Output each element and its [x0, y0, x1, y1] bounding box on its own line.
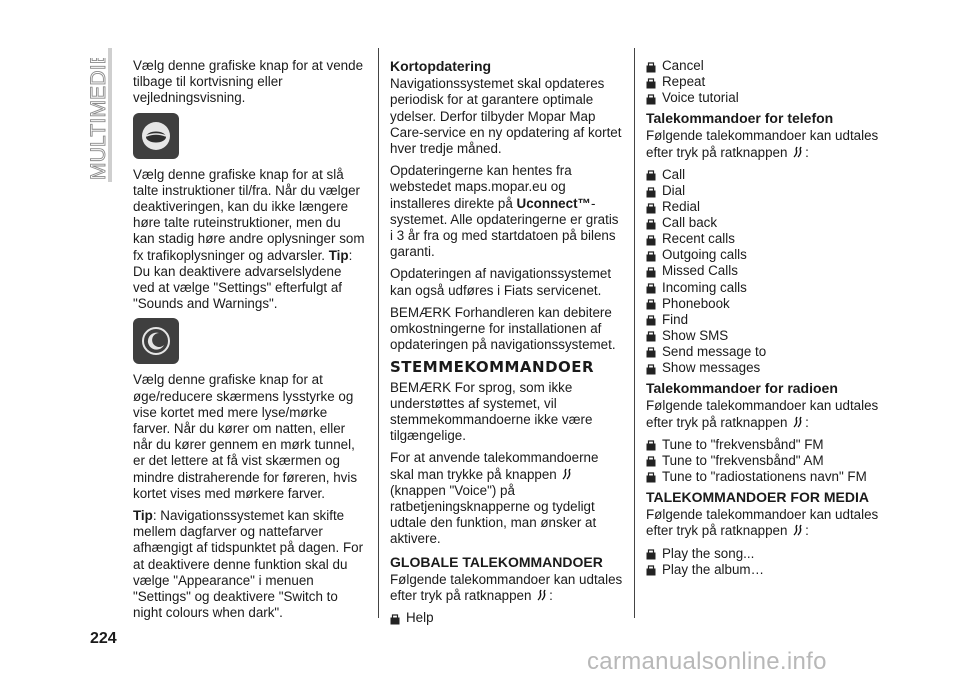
- paragraph-globale: Følgende talekommandoer kan udtales efter tryk på ratknappen :: [390, 571, 623, 604]
- checkbox-icon: [646, 471, 656, 482]
- command-item: [646, 328, 886, 344]
- checkbox-icon: [646, 548, 656, 559]
- command-item: [646, 546, 886, 562]
- command-label: Voice tutorial: [662, 90, 739, 106]
- checkbox-icon: [646, 314, 656, 325]
- voice-button-icon: [791, 523, 805, 537]
- column-right: [646, 58, 886, 578]
- paragraph-voice-instructions: [133, 167, 365, 313]
- command-list-radio: [646, 437, 886, 485]
- checkbox-icon: [646, 346, 656, 357]
- checkbox-icon: [390, 613, 400, 624]
- voice-button-icon: [560, 467, 574, 481]
- checkbox-icon: [646, 455, 656, 466]
- command-item: [646, 437, 886, 453]
- tip-label: Tip: [133, 508, 153, 524]
- checkbox-icon: [646, 363, 656, 374]
- command-label: Missed Calls: [662, 263, 738, 279]
- uconnect-brand: Uconnect™: [516, 195, 591, 211]
- command-item: [646, 231, 886, 247]
- checkbox-icon: [646, 266, 656, 277]
- command-label: Tune to "frekvensbånd" AM: [662, 452, 824, 468]
- tip-label: Tip: [328, 247, 349, 263]
- checkbox-icon: [646, 439, 656, 450]
- command-item: [646, 312, 886, 328]
- checkbox-icon: [646, 61, 656, 72]
- paragraph-telefon: Følgende talekommandoer kan udtales efter tryk på ratknappen :: [646, 128, 879, 160]
- watermark: carmanualsonline.info: [587, 648, 827, 675]
- lips-icon: [133, 113, 179, 159]
- checkbox-icon: [646, 330, 656, 341]
- command-label: Send message to: [662, 343, 767, 359]
- paragraph-stem-2: [390, 450, 625, 547]
- radio-text: Følgende talekommandoer kan udtales efter tryk på ratknappen: [646, 398, 879, 430]
- command-label: Tune to "radiostationens navn" FM: [662, 468, 867, 484]
- paragraph-media: Følgende talekommandoer kan udtales efter tryk på ratknappen :: [646, 507, 879, 539]
- paragraph-kort-3: Opdateringen af navigationssystemet kan også udføres i Fiats servicenet.: [390, 266, 612, 298]
- paragraph-brightness: Vælg denne grafiske knap for at øge/reducere skærmens lysstyrke og vise kortet med mere lyse/mørke farver. Når du kører om natten, eller når du kører gennem en mørk tunnel, er det lettere at få vist skærmen og mindre distraherende for føreren, hvis kortet vises med mørkere farver.: [133, 372, 358, 501]
- voice-button-icon: [791, 415, 805, 429]
- paragraph-kort-1: Navigationssystemet skal opdateres periodisk for at garantere optimale ydelser. Derfor tilbyder Mopar Map Care-service en ny opdatering af kortet hver tredje måned.: [390, 76, 622, 157]
- tip-text: : Navigationssystemet kan skifte mellem dagfarver og nattefarver afhængigt af tidspunktet på dagen. For at deaktivere denne funktion skal du vælge "Appearance" i menuen "Settings" og deaktivere "Switch to night colours when dark".: [133, 508, 364, 621]
- command-item: [646, 183, 886, 199]
- voice-button-icon: [535, 588, 549, 602]
- command-item: [646, 280, 886, 296]
- command-item: [646, 263, 886, 279]
- command-label: Show messages: [662, 360, 761, 376]
- page-number: 224: [90, 630, 117, 647]
- kort-2-text-c: -systemet. Alle opdateringerne er gratis i 3 år fra og med startdatoen på bilens garanti.: [390, 195, 619, 260]
- command-item: [646, 215, 886, 231]
- command-item: [646, 58, 886, 74]
- column-left: [133, 58, 365, 627]
- command-label: Play the album…: [662, 561, 764, 577]
- section-title-svg: [84, 58, 112, 182]
- command-item: [390, 610, 625, 626]
- command-item: [646, 562, 886, 578]
- command-label: Show SMS: [662, 327, 729, 343]
- command-label: Phonebook: [662, 295, 730, 311]
- paragraph-radio: Følgende talekommandoer kan udtales efter tryk på ratknappen :: [646, 398, 879, 430]
- command-label: Help: [406, 610, 434, 626]
- command-item: [646, 469, 886, 485]
- command-list-telefon: [646, 167, 886, 376]
- column-middle: [390, 58, 625, 626]
- command-list-global: [646, 58, 886, 106]
- checkbox-icon: [646, 218, 656, 229]
- command-label: Call back: [662, 215, 718, 231]
- media-text: Følgende talekommandoer kan udtales efter tryk på ratknappen: [646, 507, 879, 539]
- command-item: [646, 90, 886, 106]
- command-item: [646, 247, 886, 263]
- command-label: Call: [662, 166, 686, 182]
- command-item: [646, 74, 886, 90]
- checkbox-icon: [646, 93, 656, 104]
- checkbox-icon: [646, 202, 656, 213]
- checkbox-icon: [646, 564, 656, 575]
- command-label: Repeat: [662, 74, 706, 90]
- section-title-text: MULTIMEDIE: [87, 58, 110, 180]
- column-divider: [378, 48, 379, 618]
- checkbox-icon: [646, 250, 656, 261]
- paragraph-kort-4: BEMÆRK Forhandleren kan debitere omkostningerne for installationen af opdateringen på navigationssystemet.: [390, 304, 616, 353]
- checkbox-icon: [646, 186, 656, 197]
- command-item: [646, 453, 886, 469]
- globale-text: Følgende talekommandoer kan udtales efter tryk på ratknappen: [390, 571, 623, 604]
- heading-media: TALEKOMMANDOER FOR MEDIA: [646, 489, 869, 505]
- voice-instructions-text: Vælg denne grafiske knap for at slå talte instruktioner til/fra. Når du vælger deaktiveringen, kan du ikke længere høre talte ruteinstruktioner, men du kan stadig høre andre oplysninger som fx trafikoplysninger og advarsler.: [133, 166, 365, 263]
- heading-stemmekommandoer: STEMMEKOMMANDOER: [390, 358, 595, 377]
- checkbox-icon: [646, 77, 656, 88]
- stem-2-text-b: (knappen "Voice") på ratbetjeningsknapperne og tydeligt udtale den funktion, man ønsker at aktivere.: [390, 482, 597, 547]
- command-label: Dial: [662, 182, 686, 198]
- command-label: Incoming calls: [662, 279, 747, 295]
- paragraph-night-colours: [133, 508, 365, 621]
- command-label: Find: [662, 311, 689, 327]
- command-item: [646, 199, 886, 215]
- moon-icon: [133, 318, 179, 364]
- checkbox-icon: [646, 169, 656, 180]
- section-title: [84, 58, 112, 182]
- command-item: [646, 296, 886, 312]
- heading-telefon: Talekommandoer for telefon: [646, 110, 834, 127]
- checkbox-icon: [646, 282, 656, 293]
- paragraph-map-view: Vælg denne grafiske knap for at vende tilbage til kortvisning eller vejledningsvisning.: [133, 58, 364, 106]
- command-item: [646, 360, 886, 376]
- kort-2-text-a: Opdateringerne kan hentes fra webstedet maps.mopar.eu og installeres direkte på: [390, 163, 572, 211]
- command-label: Play the song...: [662, 545, 755, 561]
- command-label: Recent calls: [662, 231, 735, 247]
- voice-button-icon: [791, 145, 805, 159]
- paragraph-kort-2: [390, 163, 625, 260]
- command-label: Tune to "frekvensbånd" FM: [662, 436, 824, 452]
- checkbox-icon: [646, 234, 656, 245]
- command-label: Outgoing calls: [662, 247, 747, 263]
- checkbox-icon: [646, 298, 656, 309]
- heading-radio: Talekommandoer for radioen: [646, 380, 838, 397]
- command-item: [646, 344, 886, 360]
- command-label: Cancel: [662, 58, 704, 73]
- heading-globale: GLOBALE TALEKOMMANDOER: [390, 553, 603, 570]
- column-divider: [634, 48, 635, 618]
- tip-text: : Du kan deaktivere advarselslydene ved at vælge "Settings" efterfulgt af "Sounds and Warnings".: [133, 247, 353, 312]
- command-item: [646, 167, 886, 183]
- command-label: Redial: [662, 199, 700, 215]
- command-list-media: [646, 546, 886, 578]
- heading-kortopdatering: Kortopdatering: [390, 58, 492, 74]
- telefon-text: Følgende talekommandoer kan udtales efter tryk på ratknappen: [646, 128, 879, 160]
- paragraph-stem-1: BEMÆRK For sprog, som ikke understøttes af systemet, vil stemmekommandoerne ikke være tilgængelige.: [390, 379, 593, 444]
- stem-2-text-a: For at anvende talekommandoerne skal man trykke på knappen: [390, 450, 599, 482]
